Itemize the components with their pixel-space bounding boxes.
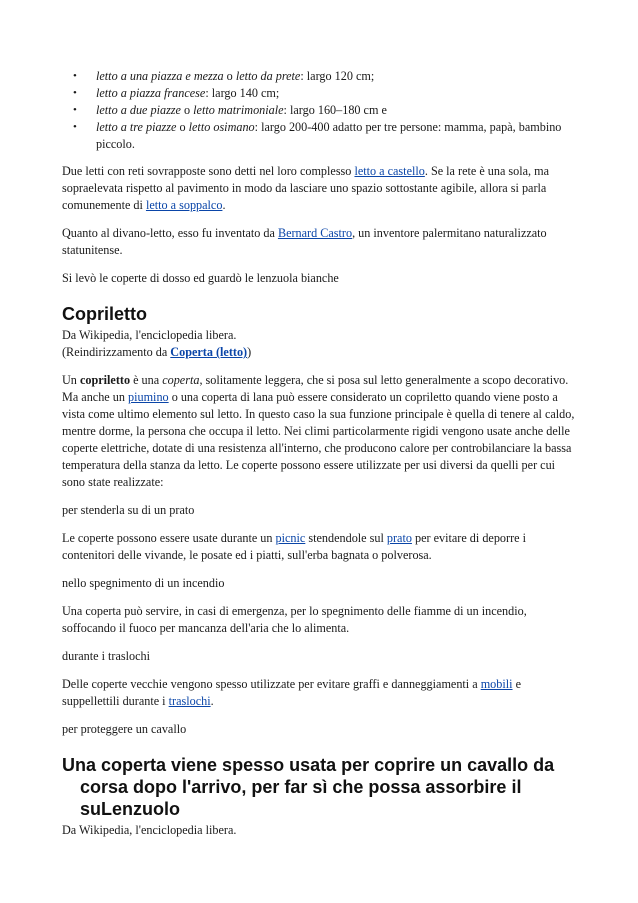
paragraph-sofa-bed: Quanto al divano-letto, esso fu inventato da Bernard Castro, un inventore palermitano naturalizzato statunitense.: [62, 226, 547, 257]
list-item: • letto a due piazze o letto matrimoniale: largo 160–180 cm e: [73, 103, 387, 117]
link-bernard-castro[interactable]: Bernard Castro: [277, 226, 353, 240]
paragraph-picnic: Le coperte possono essere usate durante un picnic stendendole sul prato per evitare di deporre i contenitori delle vivande, le posate ed i piatti, sull'erba bagnata o polverosa.: [62, 531, 526, 562]
redirect-line: (Reindirizzamento da Coperta (letto)): [62, 345, 252, 359]
list-item: • letto a una piazza e mezza o letto da prete: largo 120 cm;: [73, 69, 375, 83]
paragraph-copriletto-definition: Un copriletto è una coperta, solitamente leggera, che si posa sul letto generalmente a scopo decorativo. Ma anche un piumino o una coperta di lana può essere considerato un copriletto quando viene posto a vista come ultimo elemento sul letto. In questo caso la sua funzione principale è quella di tenere al caldo, mentre dorme, la persona che occupa il letto. Nei climi particolarmente rigidi vengono usate anche delle coperte elettriche, dotate di una resistenza all'interno, che producono calore per controbilanciare la bassa temperatura della stanza da letto. Le coperte possono essere utilizzate per usi diversi da quelli per cui sono state realizzate:: [62, 373, 575, 489]
heading-copriletto: Copriletto: [62, 304, 147, 324]
list-item: • letto a piazza francese: largo 140 cm;: [73, 86, 280, 100]
paragraph-fire: Una coperta può servire, in casi di emergenza, per lo spegnimento delle fiamme di un incendio, soffocando il fuoco per mancanza dell'aria che lo alimenta.: [62, 604, 527, 635]
source-line: Da Wikipedia, l'enciclopedia libera.: [62, 328, 237, 342]
paragraph-bunk-bed: Due letti con reti sovrapposte sono detti nel loro complesso letto a castello. Se la rete è una sola, ma sopraelevata rispetto al pavimento in modo da lasciare uno spazio sottostante agibile, allora si parla comunemente di letto a soppalco.: [62, 164, 550, 212]
link-letto-a-castello[interactable]: letto a castello: [354, 164, 425, 178]
bullet-icon: •: [73, 121, 77, 133]
link-mobili[interactable]: mobili: [480, 677, 513, 691]
link-letto-a-soppalco[interactable]: letto a soppalco: [145, 198, 223, 212]
paragraph-use-horse: per proteggere un cavallo: [62, 722, 187, 736]
bullet-icon: •: [73, 87, 77, 99]
link-traslochi[interactable]: traslochi: [168, 694, 211, 708]
paragraph-use-moving: durante i traslochi: [62, 649, 150, 663]
paragraph-moving: Delle coperte vecchie vengono spesso utilizzate per evitare graffi e danneggiamenti a mobili e suppellettili durante i traslochi.: [62, 677, 521, 708]
heading-horse-blanket: Una coperta viene spesso usata per coprire un cavallo da corsa dopo l'arrivo, per far sì che possa assorbire il suLenzuolo: [62, 755, 555, 819]
paragraph-use-meadow: per stenderla su di un prato: [62, 503, 195, 517]
link-prato[interactable]: prato: [386, 531, 412, 545]
bullet-icon: •: [73, 104, 77, 116]
source-line: Da Wikipedia, l'enciclopedia libera.: [62, 823, 237, 837]
list-item: • letto a tre piazze o letto osimano: largo 200-400 adatto per tre persone: mamma, papà, bambino piccolo.: [73, 120, 562, 151]
bullet-icon: •: [73, 70, 77, 82]
link-picnic[interactable]: picnic: [275, 531, 306, 545]
paragraph-use-fire: nello spegnimento di un incendio: [62, 576, 225, 590]
paragraph-sheets: Si levò le coperte di dosso ed guardò le lenzuola bianche: [62, 271, 339, 285]
link-coperta-letto[interactable]: Coperta (letto): [170, 345, 248, 359]
link-piumino[interactable]: piumino: [128, 390, 169, 404]
bed-size-list: [62, 68, 578, 153]
